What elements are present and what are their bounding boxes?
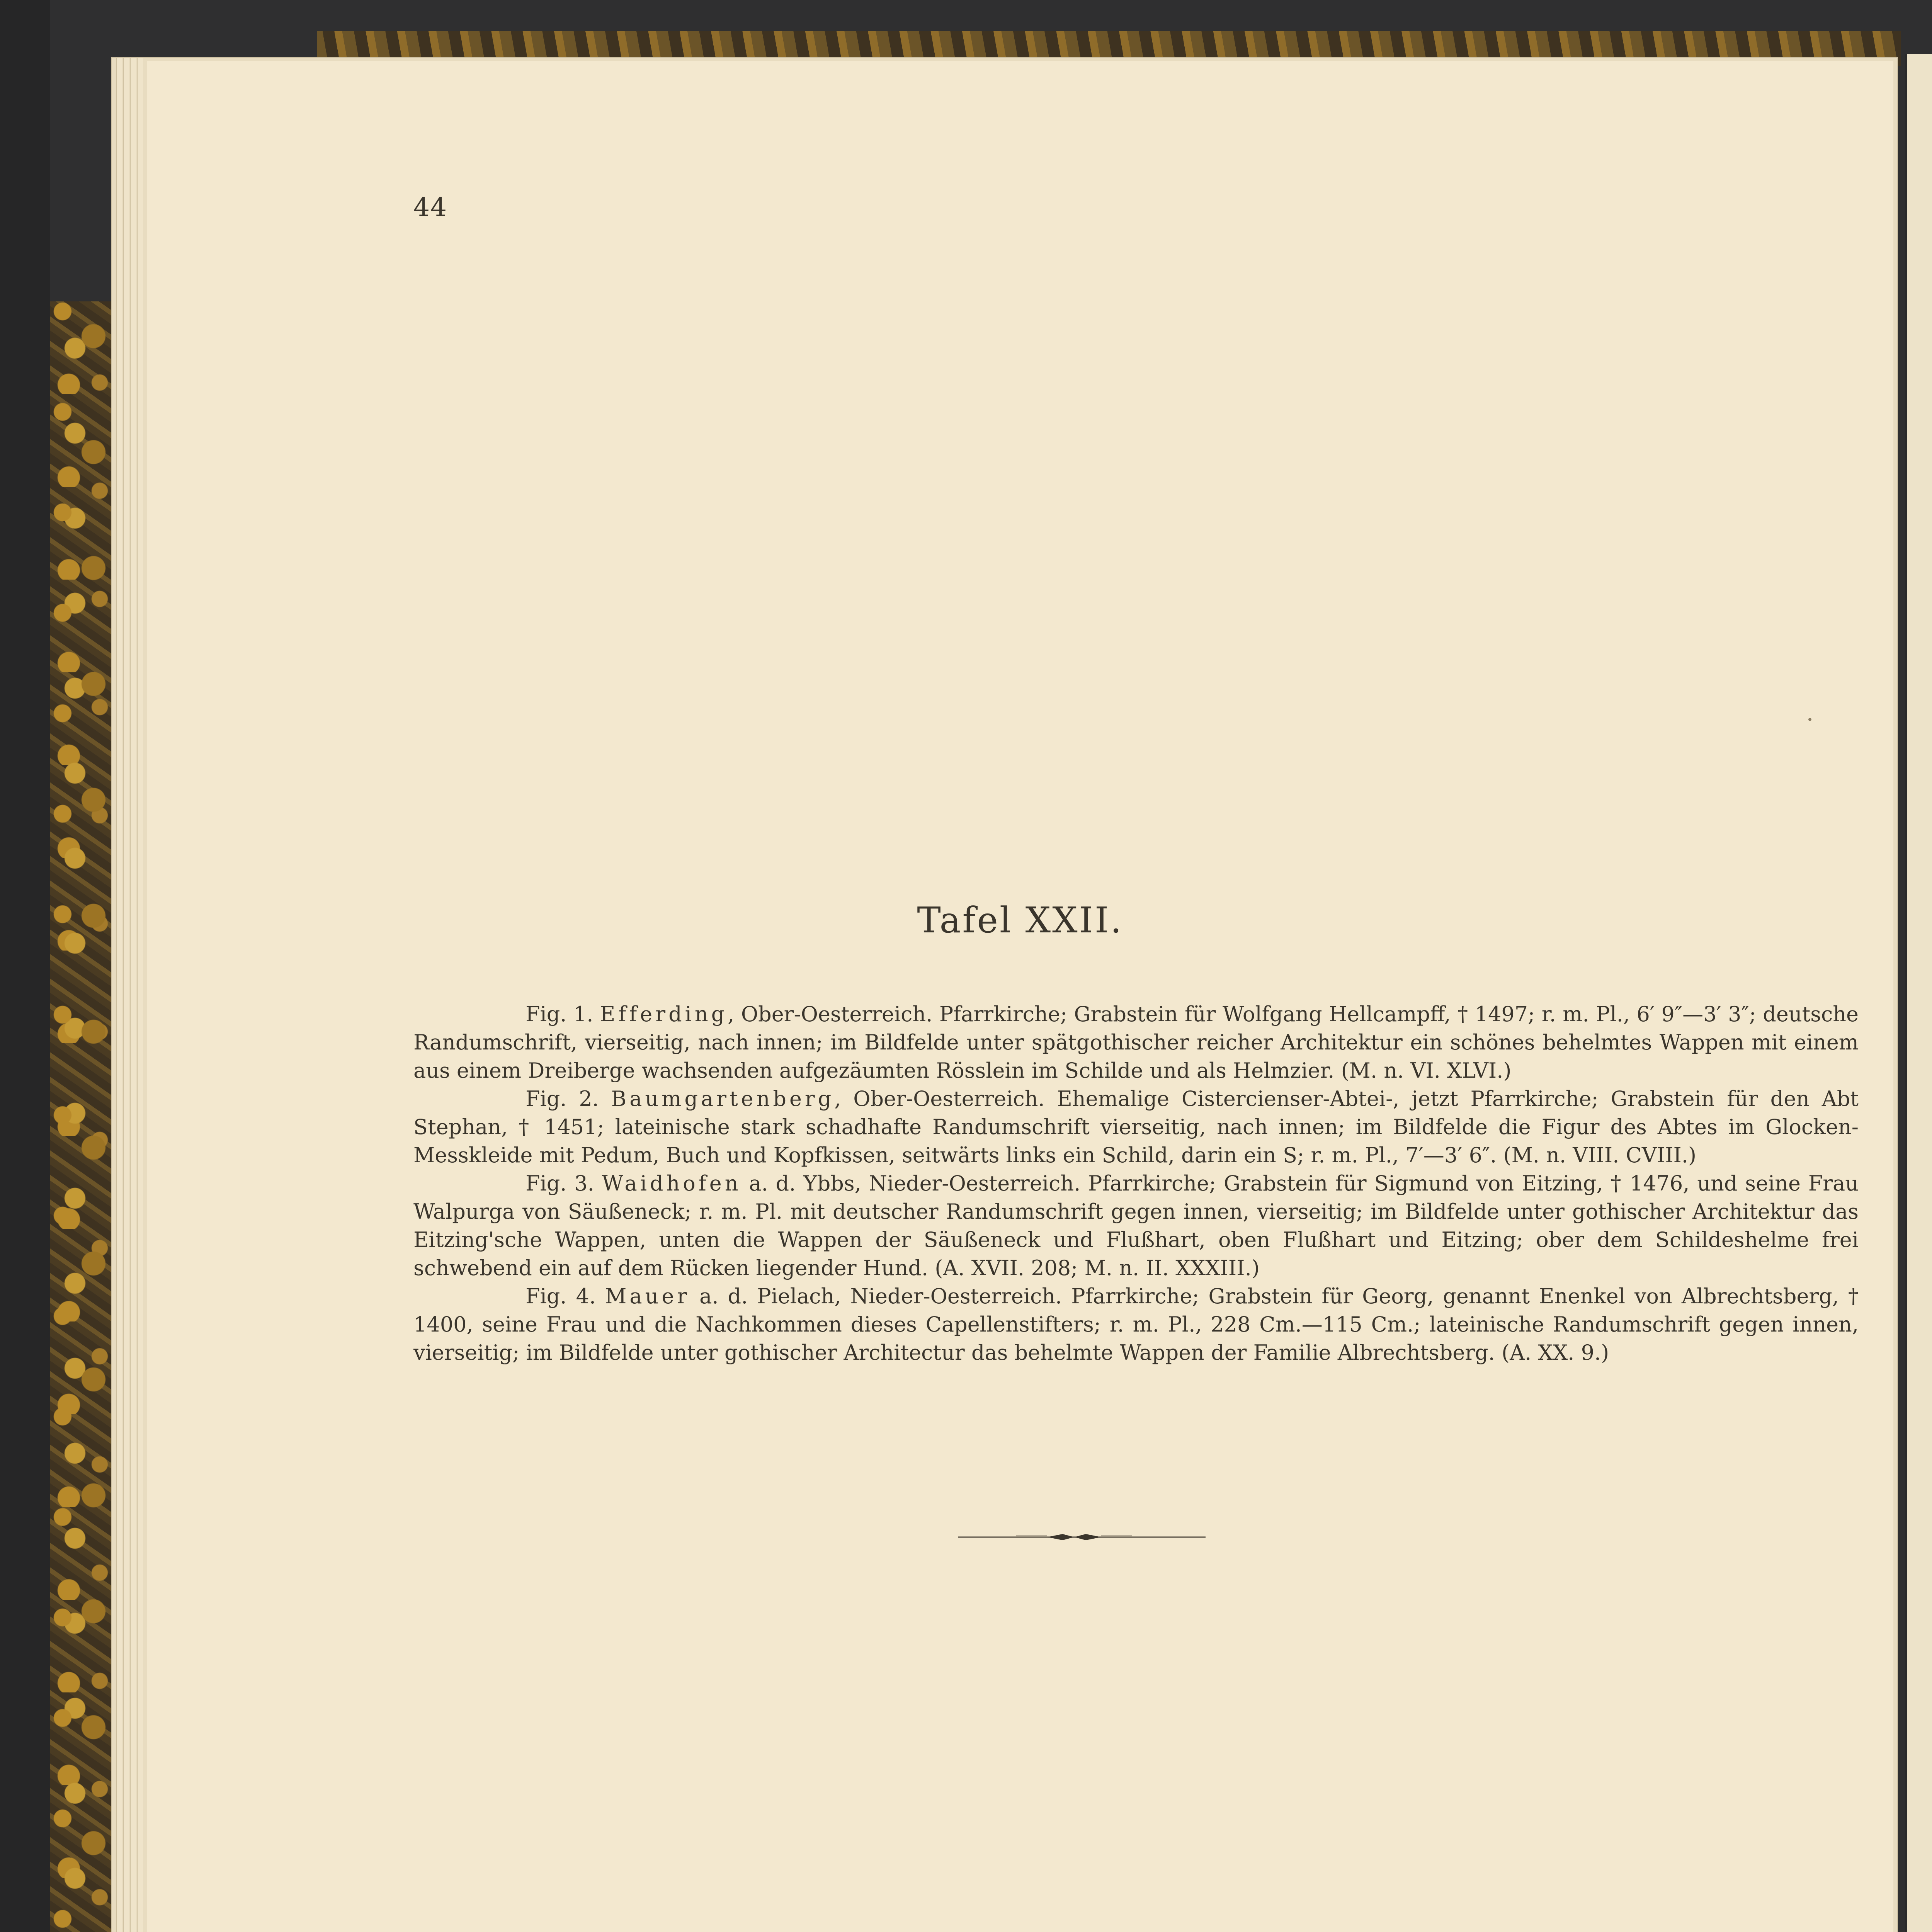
plate-description bbox=[413, 1000, 1859, 1367]
page-edge bbox=[137, 58, 143, 1932]
figure-entry bbox=[413, 1000, 1859, 1085]
place-name: Mauer bbox=[605, 1284, 690, 1308]
page-edge bbox=[130, 58, 136, 1932]
plate-title: Tafel XXII. bbox=[917, 900, 1123, 941]
page-edge bbox=[116, 58, 122, 1932]
facing-page-edge bbox=[1905, 54, 1932, 1932]
entry-text: , Ober-Oesterreich. Ehemalige Cistercienser-Abtei-, jetzt Pfarrkirche; Grabstein für den Abt Stephan, † 1451; lateinische stark schadhafte Randumschrift vierseitig, nach innen; im Bildfelde die Figur des Abtes im Glocken-Messkleide mit Pedum, Buch und Kopfkissen, seitwärts links ein Schild, darin ein S; r. m. Pl., 7′—3′ 6″. (M. n. VIII. CVIII.) bbox=[413, 1087, 1859, 1167]
figure-label: Fig. 4. bbox=[526, 1284, 596, 1308]
place-name: Waidhofen bbox=[602, 1171, 742, 1196]
figure-entry bbox=[413, 1282, 1859, 1367]
place-name: Baumgartenberg bbox=[611, 1087, 835, 1111]
book-page bbox=[147, 61, 1893, 1932]
page-number: 44 bbox=[413, 192, 447, 222]
figure-label: Fig. 2. bbox=[526, 1087, 599, 1111]
figure-entry bbox=[413, 1169, 1859, 1282]
entry-text: a. d. Ybbs, Nieder-Oesterreich. Pfarrkirche; Grabstein für Sigmund von Eitzing, † 1476, und seine Frau Walpurga von Säußeneck; r. m. Pl. mit deutscher Randumschrift gegen innen, vierseitig; im Bildfelde unter gothischer Architektur das Eitzing'sche Wappen, unten die Wappen der Säußeneck und Flußhart, oben Flußhart und Eitzing; ober dem Schildeshelme frei schwebend ein auf dem Rücken liegender Hund. (A. XVII. 208; M. n. II. XXXIII.) bbox=[413, 1171, 1859, 1280]
book-spine bbox=[0, 0, 50, 1932]
marbled-cover-left bbox=[50, 301, 112, 1932]
place-name: Efferding bbox=[600, 1002, 728, 1026]
entry-text: a. d. Pielach, Nieder-Oesterreich. Pfarrkirche; Grabstein für Georg, genannt Enenkel von Albrechtsberg, † 1400, seine Frau und die Nachkommen dieses Capellenstifters; r. m. Pl., 228 Cm.—115 Cm.; lateinische Randumschrift gegen innen, vierseitig; im Bildfelde unter gothischer Architectur das behelmte Wappen der Familie Albrechtsberg. (A. XX. 9.) bbox=[413, 1284, 1859, 1365]
figure-label: Fig. 3. bbox=[526, 1171, 594, 1196]
entry-text: , Ober-Oesterreich. Pfarrkirche; Grabstein für Wolfgang Hellcampff, † 1497; r. m. Pl., 6′ 9″—3′ 3″; deutsche Randumschrift, vierseitig, nach innen; im Bildfelde unter spätgothischer reicher Architektur ein schönes behelmtes Wappen mit einem aus einem Dreiberge wachsenden aufgezäumten Rösslein im Schilde und als Helmzier. (M. n. VI. XLVI.) bbox=[413, 1002, 1859, 1083]
figure-label: Fig. 1. bbox=[526, 1002, 594, 1026]
paper-speck bbox=[1808, 718, 1811, 721]
figure-entry bbox=[413, 1085, 1859, 1169]
page-edge bbox=[123, 58, 129, 1932]
ornament-divider bbox=[958, 1529, 1206, 1545]
